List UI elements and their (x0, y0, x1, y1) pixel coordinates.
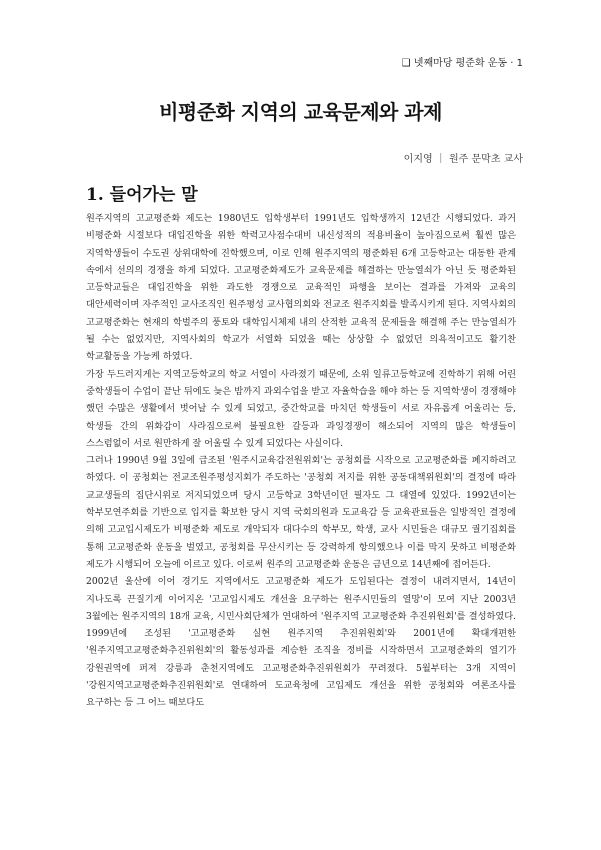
paragraph-4: 2002년 울산에 이어 경기도 지역에서도 고교평준화 제도가 도입된다는 결정이 내려지면서, 14년이 지나도록 끈질기게 이어지온 '고교입시제도 개선을 요구하는 원주시민들의 열망'이 모여 지난 2003년 3월에는 원주지역의 18개 교육, 시민사회단체가 연대하여 '원주지역 고교평준화 추진위원회'를 결성하였다. 1999년에 조성된 '고교평준화 실현 원주지역 추진위원회'와 2001년에 확대개편한 '원주지역고교평준화추진위원회'의 활동성과를 계승한 조직을 정비를 시작하면서 고교평준화의 열기가 강원권역에 퍼져 강릉과 춘천지역에도 고교평준화추진위원회가 꾸려졌다. 5월부터는 3개 지역이 '강원지역고교평준화추진위원회'로 연대하여 도교육청에 고입제도 개선을 위한 공청회와 여론조사를 요구하는 등 그 어느 때보다도 (86, 576, 516, 709)
body-text (86, 210, 516, 712)
author-line: 이지영 ｜ 원주 문막초 교사 (403, 154, 523, 165)
page-title: 비평준화 지역의 교육문제와 과제 (159, 100, 442, 124)
paragraph-3: 그러나 1990년 9월 3일에 급조된 '원주시교육감전원위회'는 공청회를 시작으로 고교평준화를 폐지하려고 하였다. 이 공청회는 전교조원주평성지회가 주도하는 '공청회 저지를 위한 공동대책위원회'의 결정에 따라 교교생들의 집단시위로 저지되었으며 당시 고등학교 3학년이던 필자도 그 대열에 있었다. 1992년이는 학부모연주회를 기반으로 입지를 확보한 당시 지역 국회의원과 도교육감 등 교육관료들은 일방적인 결정에 의해 고교입시제도가 비평준화 제도로 개악되자 대다수의 학부모, 학생, 교사 시민들은 대규모 궐기집회를 통해 고교평준화 운동을 벌였고, 공청회를 무산시키는 등 강력하게 항의했으나 이를 막지 못하고 비평준화 제도가 시행되어 오늘에 이르고 있다. 이로써 원주의 고교평준화 운동은 금년으로 14년째에 접어든다. (86, 455, 516, 570)
paragraph-1: 원주지역의 고교평준화 제도는 1980년도 입학생부터 1991년도 입학생까지 12년간 시행되었다. 과거 비평준화 시절보다 대입진학을 위한 학력고사점수대비 내신성적의 적용비율이 높아짐으로써 훨씬 많은 지역학생들이 수도권 상위대학에 진학했으며, 이로 인해 원주지역의 평준화된 6개 고등학교는 대동한 관계 속에서 선의의 경쟁을 하게 되었다. 고교평준화제도가 교육문제를 해결하는 만능열쇠가 아닌 듯 평준화된 고등학교들은 대입진학을 위한 과도한 경쟁으로 교육적인 파행을 보이는 결과를 가져와 교육의 대안세력이며 자주적인 교사조직인 원주평성 교사협의회와 전교조 원주지회를 발족시키게 된다. 지역사회의 고교평준화는 현재의 학벌주의 풍토와 대학입시체제 내의 산적한 교육적 문제들을 해결해 주는 만능열쇠가 될 수는 없었지만, 지역사회의 학교가 서열화 되었을 때는 상상할 수 없었던 의욕적이고도 활기찬 학교활동을 가능케 하였다. (86, 213, 516, 363)
paragraph-2: 가장 두드러지게는 지역고등학교의 학교 서열이 사라졌기 때문에, 소위 일류고등학교에 진학하기 위해 어린 중학생들이 수업이 끝난 뒤에도 늦은 밤까지 과외수업을 받고 자율학습을 해야 하는 등 지역학생이 경쟁해야 했던 수많은 생활에서 벗어날 수 있게 되었고, 중간학교를 마치던 학생들이 서로 자유롭게 어울리는 등, 학생들 간의 위화감이 사라짐으로써 불필요한 갈등과 과잉경쟁이 해소되어 지역의 많은 학생들이 스스럼없이 서로 원만하게 잘 어울릴 수 있게 되었다는 사실이다. (86, 368, 516, 449)
series-header: ❑ 넷째마당 평준화 운동 · 1 (401, 58, 523, 69)
section-heading: 1. 들어가는 말 (86, 185, 198, 205)
